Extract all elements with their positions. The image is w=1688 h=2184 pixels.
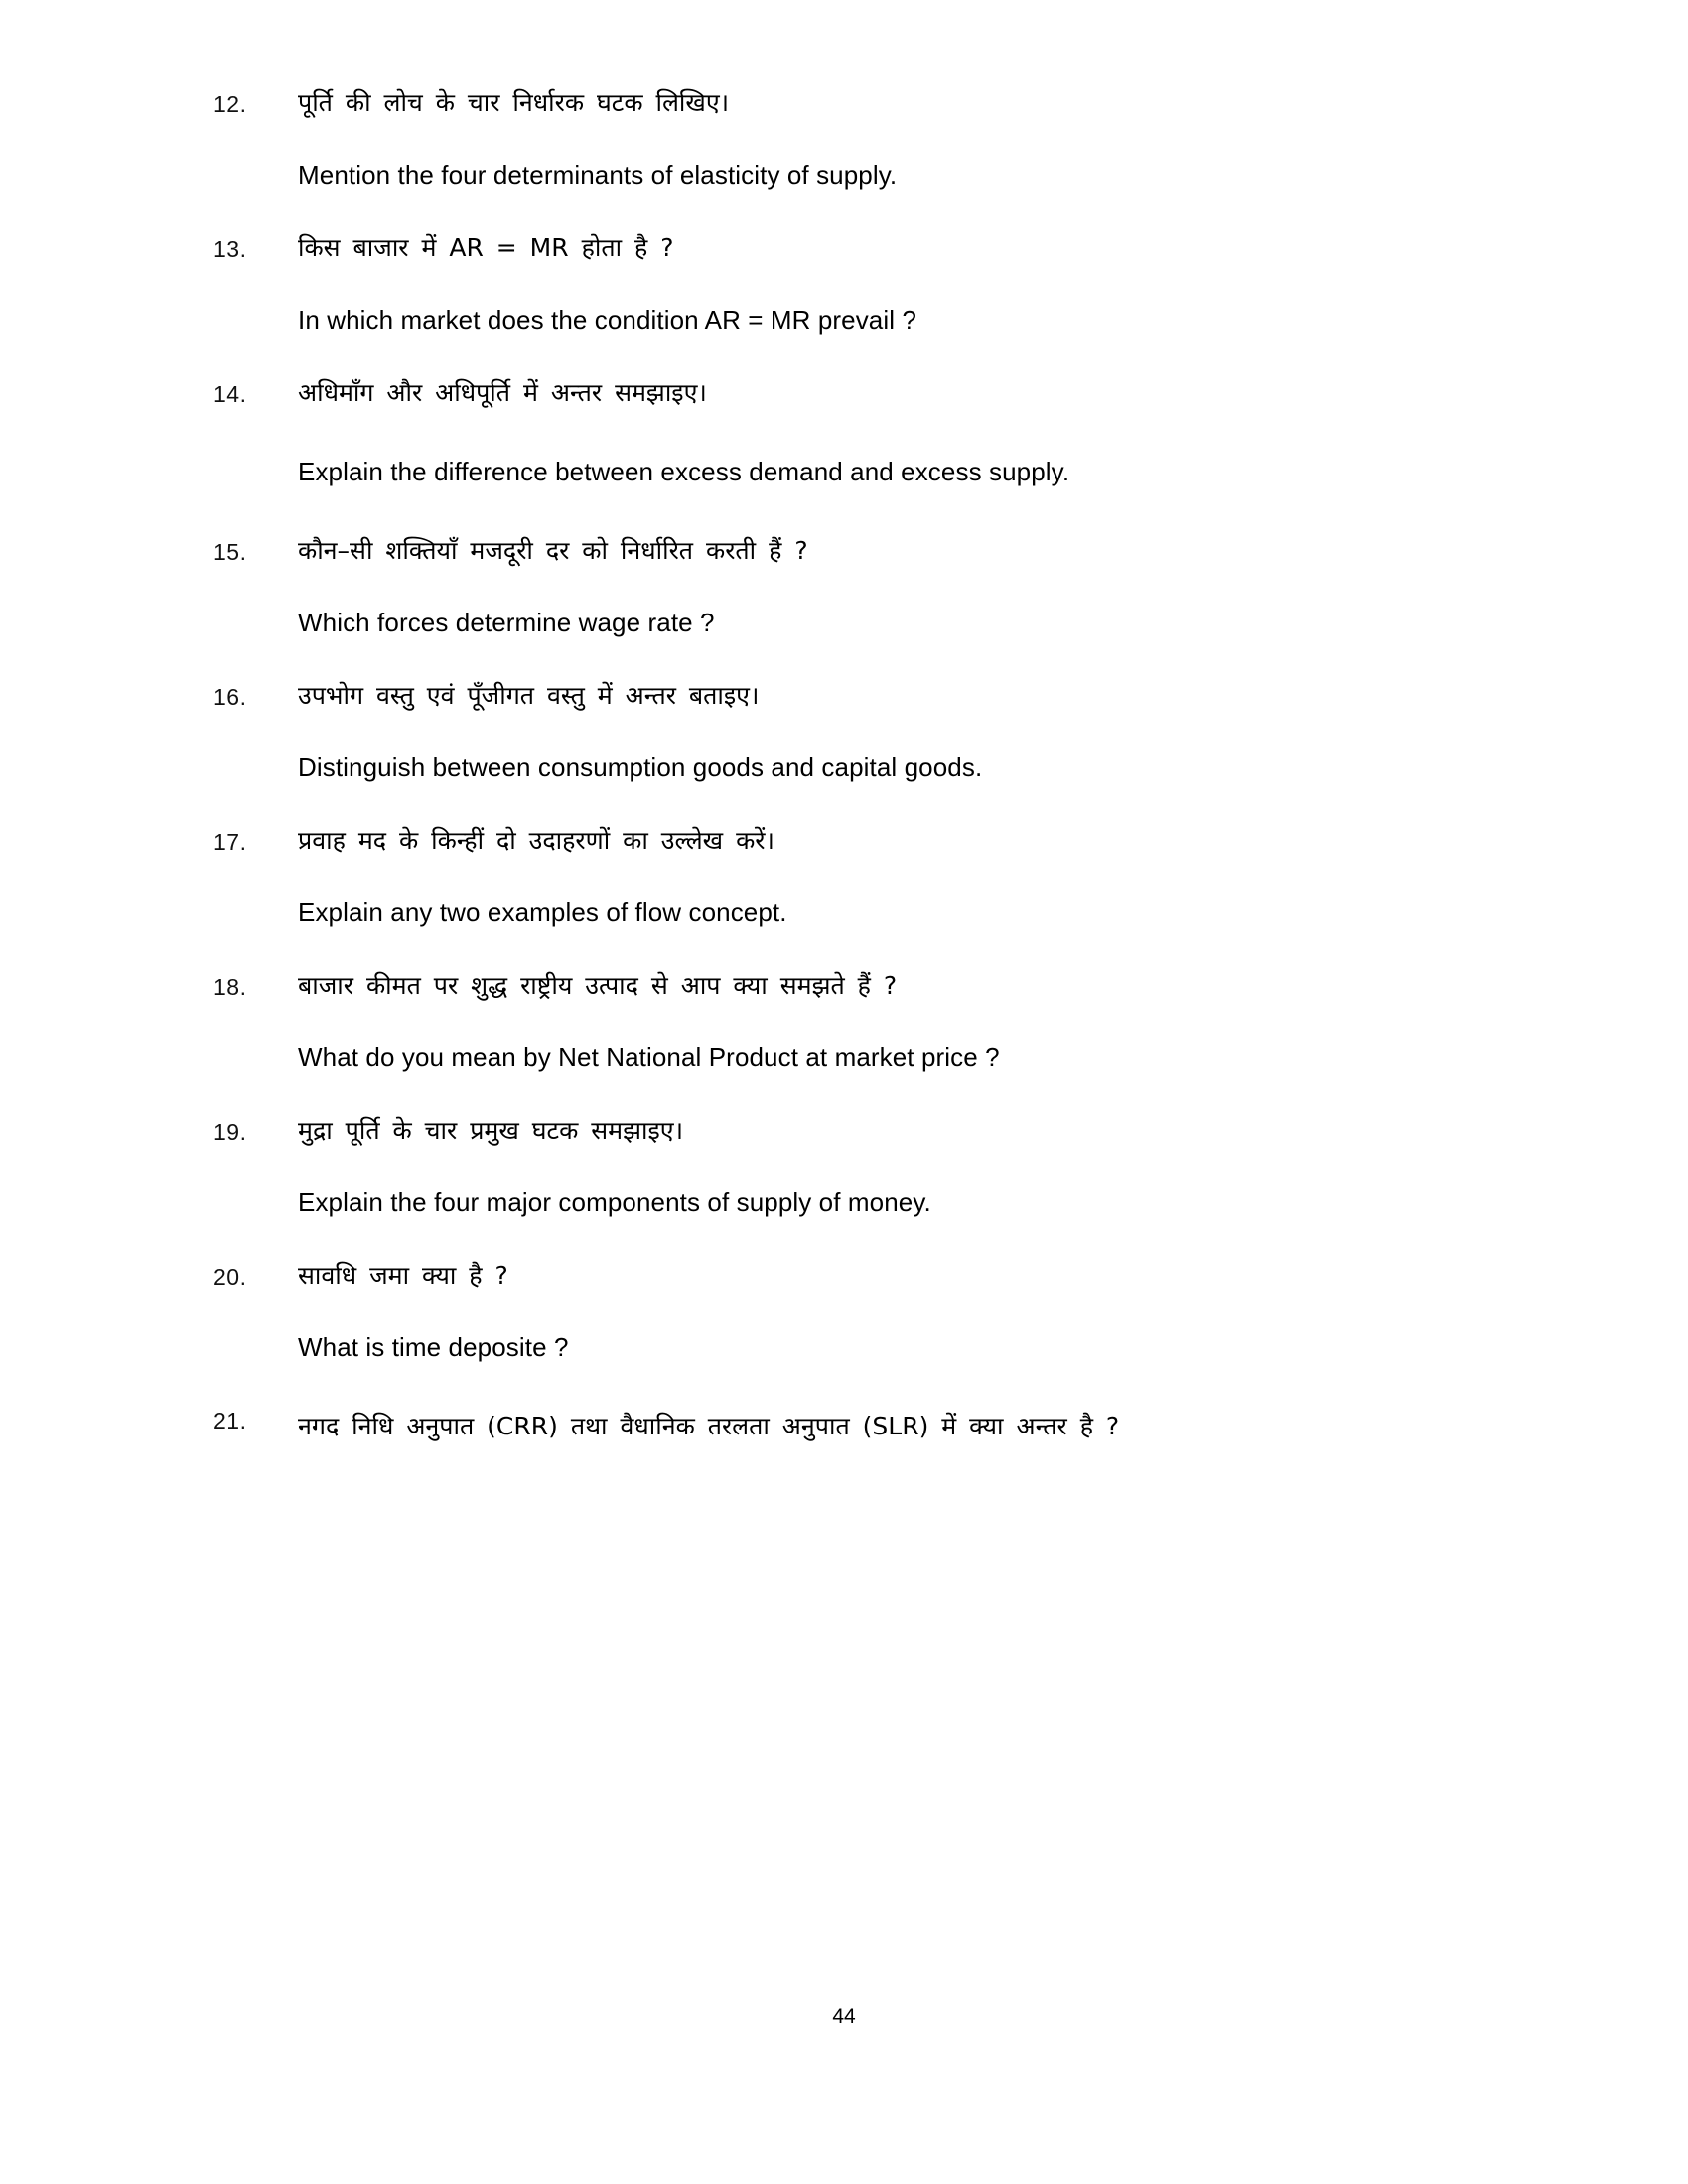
question-body (298, 823, 1475, 932)
question-item (213, 968, 1475, 1077)
question-text-english: Explain the four major components of supply of money. (298, 1186, 931, 1217)
question-item (213, 533, 1475, 642)
question-item (213, 678, 1475, 787)
question-number: 21. (213, 1408, 247, 1434)
spacer (213, 1222, 1475, 1258)
question-row (213, 1258, 1475, 1367)
spacer (213, 642, 1475, 678)
question-row (213, 823, 1475, 932)
question-number: 18. (213, 973, 247, 1000)
spacer (213, 932, 1475, 968)
question-text-hindi: मुद्रा पूर्ति के चार प्रमुख घटक समझाइए। (298, 1115, 684, 1145)
question-body (298, 968, 1475, 1077)
question-text-english: What is time deposite ? (298, 1331, 569, 1362)
question-text-english: In which market does the condition AR = MR prevail ? (298, 305, 917, 336)
question-text-hindi: प्रवाह मद के किन्हीं दो उदाहरणों का उल्लेख करें। (298, 825, 774, 855)
question-text-hindi: उपभोग वस्तु एवं पूँजीगत वस्तु में अन्तर बताइए। (298, 680, 760, 710)
question-text-hindi: कौन–सी शक्तियाँ मजदूरी दर को निर्धारित करती हैं ? (298, 535, 808, 565)
question-number: 16. (213, 683, 247, 710)
question-item (213, 1113, 1475, 1222)
question-number: 19. (213, 1118, 247, 1145)
question-row (213, 1113, 1475, 1222)
spacer (213, 497, 1475, 533)
question-item (213, 1402, 1475, 1451)
question-number: 12. (213, 91, 247, 117)
question-text-english: Distinguish between consumption goods and capital goods. (298, 752, 983, 782)
question-item (213, 375, 1475, 497)
spacer (213, 1077, 1475, 1113)
spacer (213, 195, 1475, 230)
question-row (213, 1402, 1475, 1451)
question-number: 17. (213, 828, 247, 855)
question-number: 14. (213, 380, 247, 407)
question-body (298, 678, 1475, 787)
question-text-english: Explain the difference between excess demand and excess supply. (298, 457, 1070, 487)
question-text-english: Which forces determine wage rate ? (298, 608, 715, 638)
spacer (213, 340, 1475, 375)
question-body (298, 1258, 1475, 1367)
question-row (213, 85, 1475, 195)
question-body (298, 230, 1475, 340)
question-body (298, 1113, 1475, 1222)
question-text-hindi: किस बाजार में AR = MR होता है ? (298, 232, 674, 262)
question-list (213, 85, 1475, 1451)
question-text-hindi: नगद निधि अनुपात (CRR) तथा वैधानिक तरलता अनुपात (SLR) में क्या अन्तर है ? (298, 1412, 1120, 1441)
question-number: 13. (213, 235, 247, 262)
question-body (298, 533, 1475, 642)
question-text-hindi: बाजार कीमत पर शुद्ध राष्ट्रीय उत्पाद से आप क्या समझते हैं ? (298, 970, 898, 1000)
spacer (213, 1366, 1475, 1402)
question-item (213, 85, 1475, 195)
spacer (213, 787, 1475, 823)
question-number: 20. (213, 1263, 247, 1290)
question-item (213, 230, 1475, 340)
question-body (298, 1402, 1475, 1451)
question-number: 15. (213, 538, 247, 565)
question-row (213, 678, 1475, 787)
question-text-english: Mention the four determinants of elasticity of supply. (298, 160, 898, 191)
question-text-hindi: सावधि जमा क्या है ? (298, 1260, 508, 1290)
question-text-english: What do you mean by Net National Product at market price ? (298, 1041, 1000, 1072)
question-body (298, 85, 1475, 195)
question-row (213, 230, 1475, 340)
question-text-hindi: अधिमाँग और अधिपूर्ति में अन्तर समझाइए। (298, 377, 707, 407)
question-text-hindi: पूर्ति की लोच के चार निर्धारक घटक लिखिए। (298, 88, 730, 117)
page-number: 44 (832, 2005, 856, 2028)
question-body (298, 375, 1475, 497)
question-row (213, 968, 1475, 1077)
question-row (213, 375, 1475, 497)
question-item (213, 1258, 1475, 1367)
question-text-english: Explain any two examples of flow concept. (298, 896, 787, 927)
question-item (213, 823, 1475, 932)
question-row (213, 533, 1475, 642)
